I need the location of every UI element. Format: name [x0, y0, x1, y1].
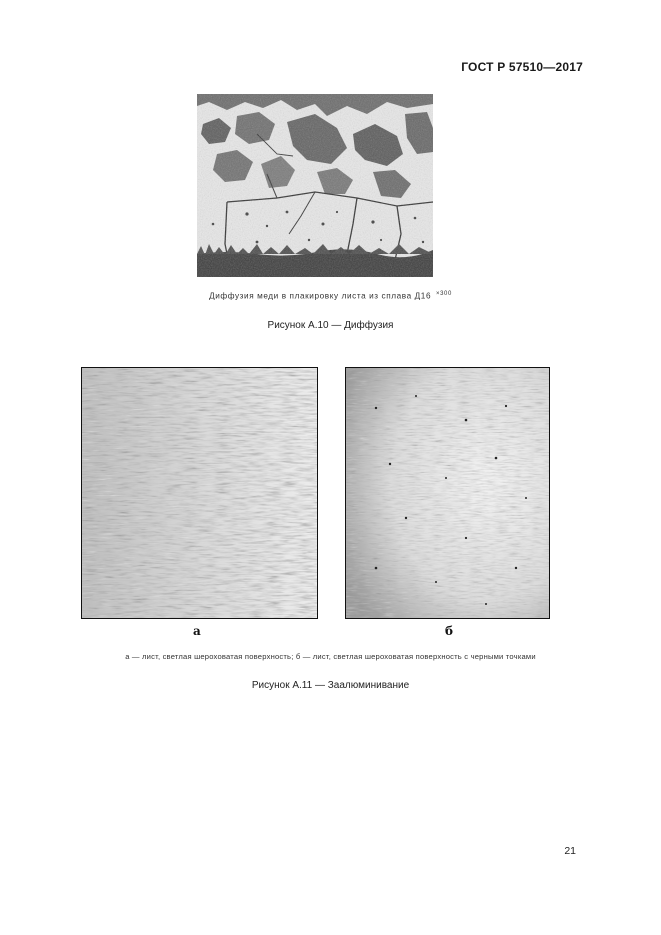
panel-b-label: б [445, 624, 454, 638]
panel-a-label: а [193, 624, 201, 638]
figure-a11-title: Рисунок А.11 — Заалюминивание [251, 680, 410, 691]
figure-a10-title: Рисунок А.10 — Диффузия [267, 320, 394, 331]
page-number: 21 [564, 845, 576, 857]
surface-photo-a [81, 367, 318, 619]
surface-photo-b [345, 367, 550, 619]
diffusion-micrograph [197, 94, 433, 277]
micrograph-caption-text: Диффузия меди в плакировку листа из сплава Д16 [209, 291, 432, 301]
micrograph-caption [0, 291, 661, 301]
document-code: ГОСТ Р 57510—2017 [461, 60, 583, 74]
figure-a11-caption: а — лист, светлая шероховатая поверхность; б — лист, светлая шероховатая поверхность с черными точками [125, 652, 536, 661]
magnification-label: ×300 [435, 291, 452, 297]
